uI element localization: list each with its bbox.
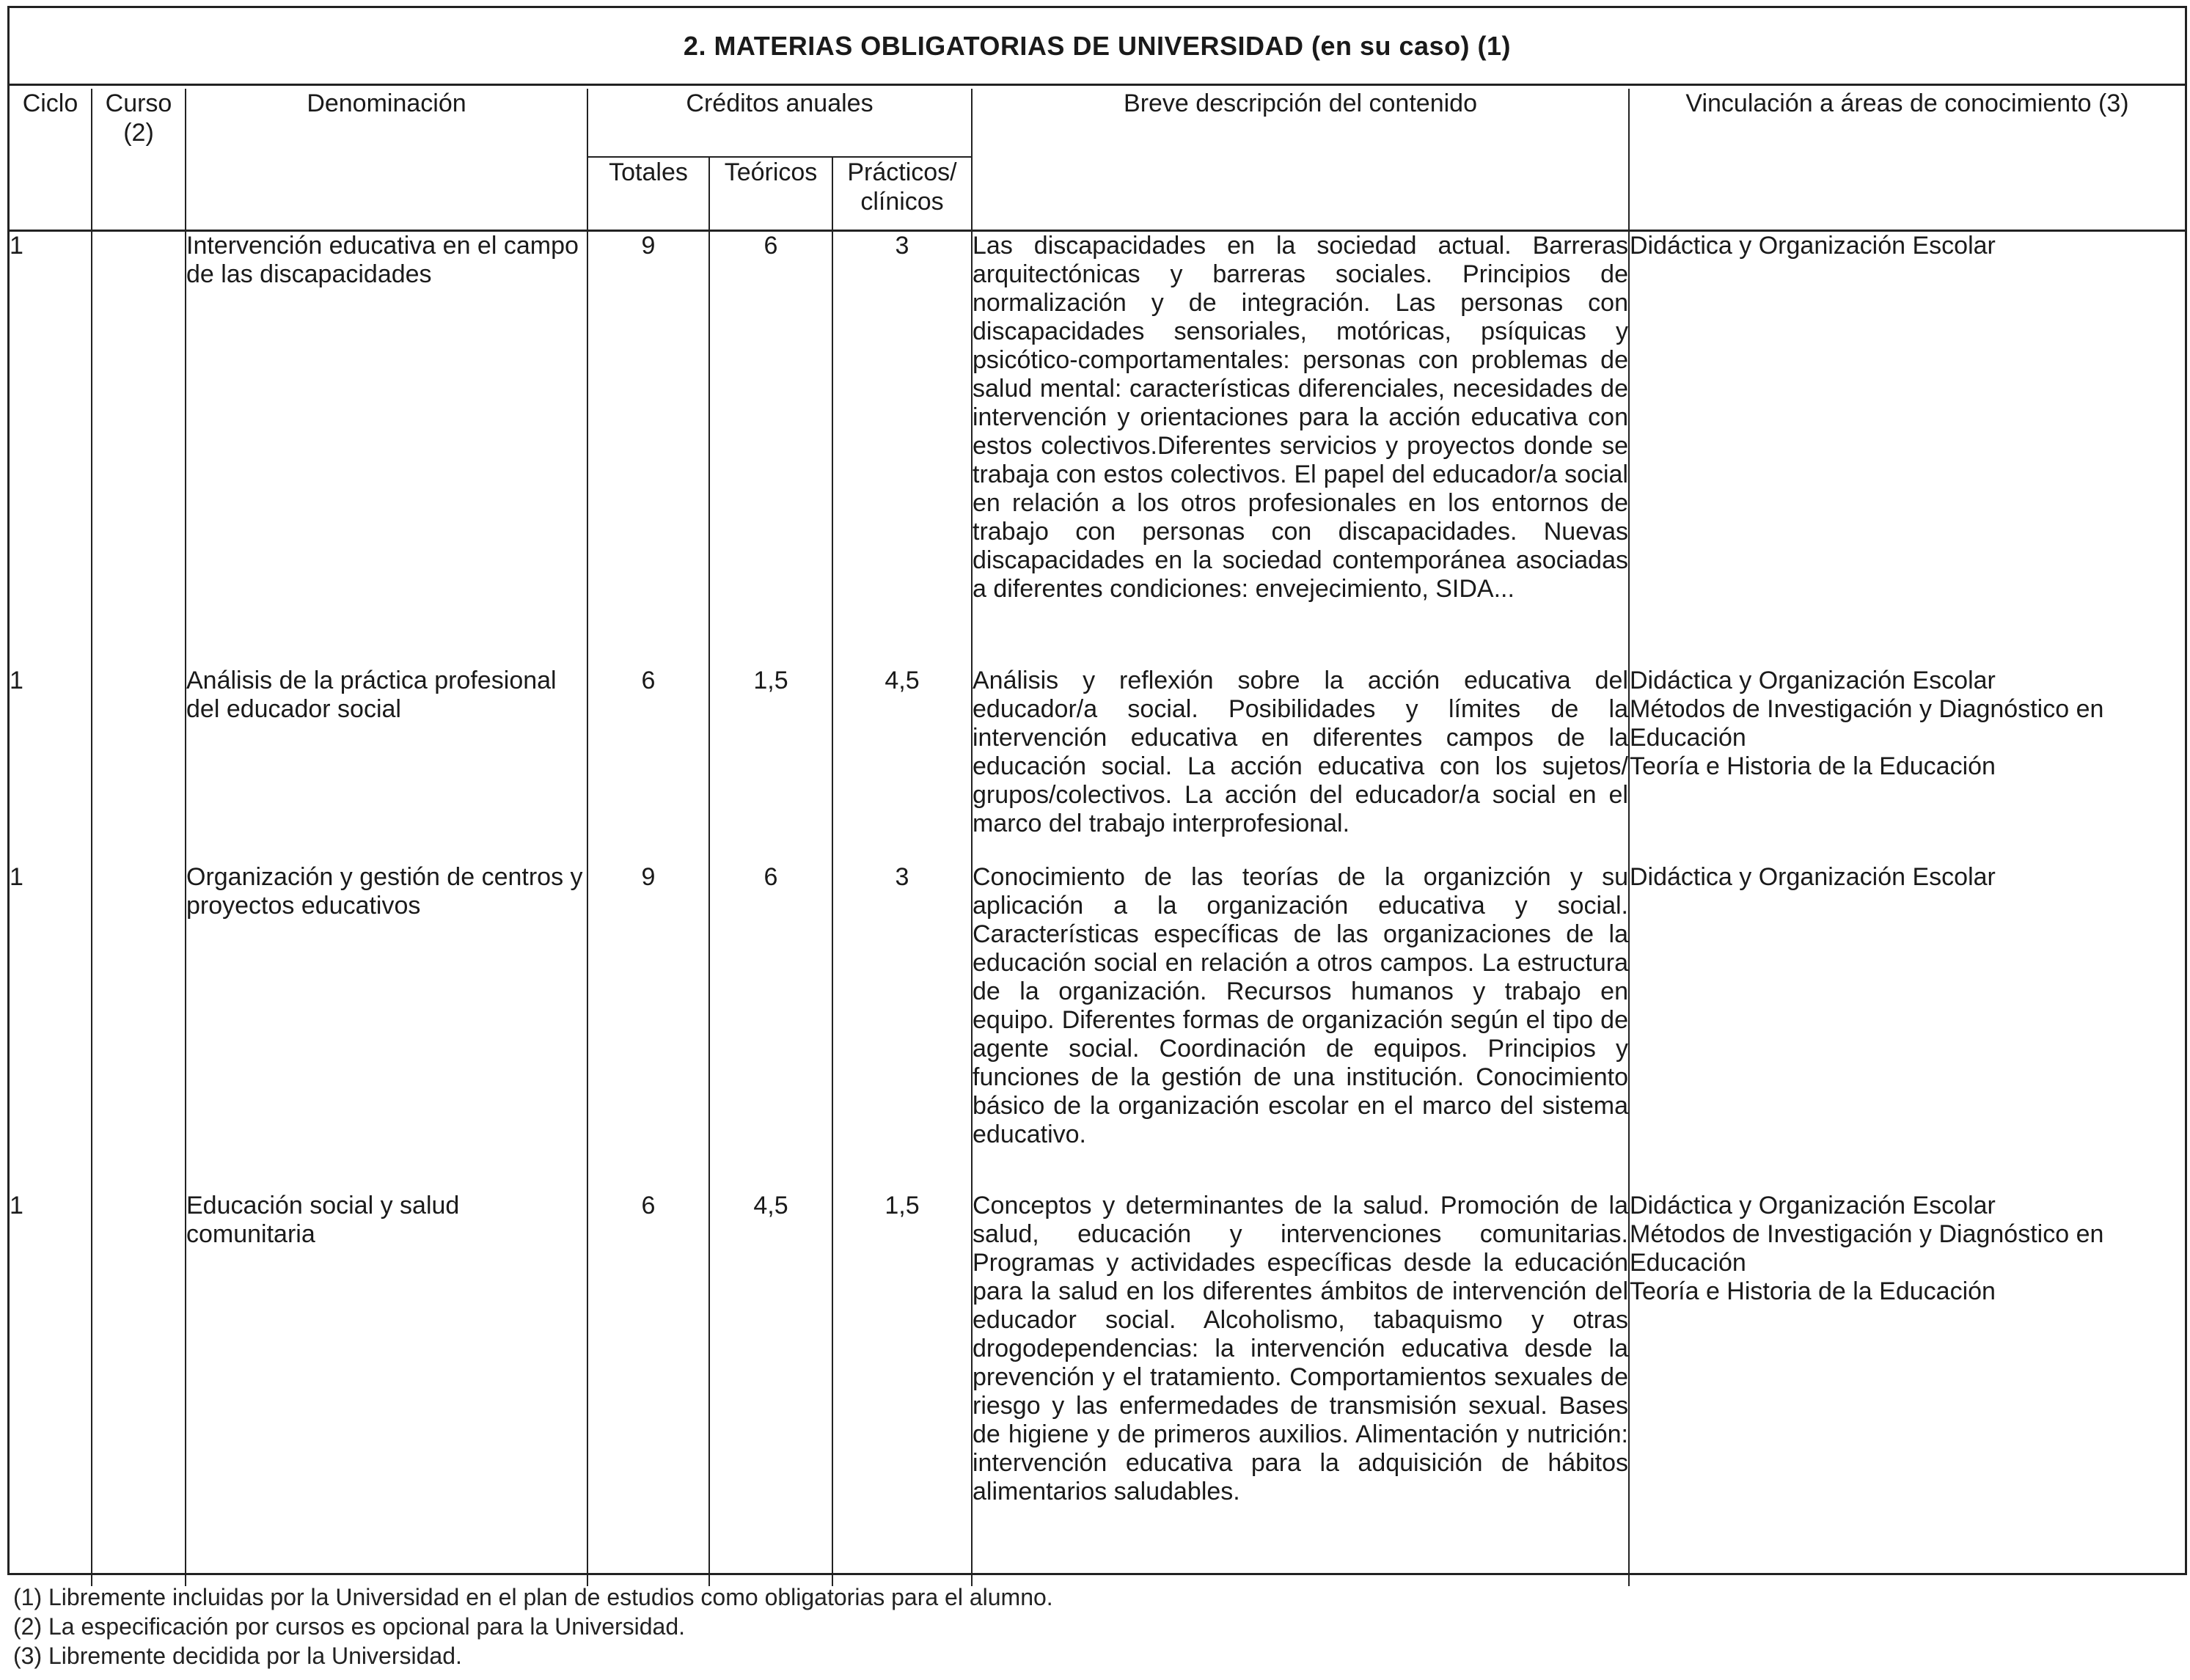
table-header [10,89,2185,231]
header-clinicos-label: clínicos [860,188,944,216]
cell-totales: 9 [587,863,709,1192]
cell-curso [92,231,186,667]
cell-teoricos: 6 [709,231,832,667]
footnote-2: (2) La especificación por cursos es opcional para la Universidad. [13,1613,686,1640]
header-curso [92,89,186,231]
cell-ciclo: 1 [10,231,92,667]
table-row [10,1192,2185,1586]
cell-denominacion: Análisis de la práctica profesional del educador social [186,667,587,863]
cell-descripcion: Las discapacidades en la sociedad actual. Barreras arquitectónicas y barreras sociales. Principios de normalización y de integración. Las personas con discapacidades sensoriales, motóricas, psíquicas y psicótico-comportamentales: personas con problemas de salud mental: características diferenciales, necesidades de intervención y orientaciones para la acción educativa con estos colectivos.Diferentes servicios y proyectos donde se trabaja con estos colectivos. El papel del educador/a social en relación a los otros profesionales en los entornos de trabajo con personas con discapacidades. Nuevas discapacidades en la sociedad contemporánea asociadas a diferentes condiciones: envejecimiento, SIDA... [972,231,1629,667]
header-denominacion: Denominación [186,89,587,231]
area-item: Didáctica y Organización Escolar [1630,862,1996,891]
header-practicos-label: Prácticos/ [847,158,957,186]
cell-practicos: 1,5 [832,1192,972,1586]
area-item: Teoría e Historia de la Educación [1630,1277,1996,1305]
header-vinculacion: Vinculación a áreas de conocimiento (3) [1629,89,2185,231]
cell-areas [1629,863,2185,1192]
cell-ciclo: 1 [10,667,92,863]
footnote-1: (1) Libremente incluidas por la Universidad en el plan de estudios como obligatorias para el alumno. [13,1584,1053,1610]
header-totales: Totales [587,157,709,231]
header-curso-label: Curso [105,89,172,117]
cell-totales: 6 [587,667,709,863]
cell-descripcion: Conceptos y determinantes de la salud. Promoción de la salud, educación y intervenciones comunitarias. Programas y actividades específicas desde la educación para la salud en los diferentes ámbitos de intervención del educador social. Alcoholismo, tabaquismo y otras drogodependencias: la intervención educativa desde la prevención y el tratamiento. Comportamientos sexuales de riesgo y las enfermedades de transmisión sexual. Bases de higiene y de primeros auxilios. Alimentación y nutrición: intervención educativa para la adquisición de hábitos alimentarios saludables. [972,1192,1629,1586]
cell-totales: 6 [587,1192,709,1586]
cell-areas [1629,667,2185,863]
header-teoricos: Teóricos [709,157,832,231]
cell-denominacion: Educación social y salud comunitaria [186,1192,587,1586]
area-item: Didáctica y Organización Escolar [1630,1191,1996,1219]
table-row [10,667,2185,863]
footnote-3: (3) Libremente decidida por la Universidad. [13,1643,462,1669]
title-band [10,8,2185,86]
table-body [10,231,2185,1586]
cell-curso [92,667,186,863]
cell-ciclo: 1 [10,863,92,1192]
header-ciclo: Ciclo [10,89,92,231]
page-title: 2. MATERIAS OBLIGATORIAS DE UNIVERSIDAD (en su caso) (1) [683,30,1512,61]
footnotes [13,1582,1053,1670]
area-item: Didáctica y Organización Escolar [1630,666,1996,694]
cell-practicos: 3 [832,863,972,1192]
cell-practicos: 3 [832,231,972,667]
cell-descripcion: Conocimiento de las teorías de la organizción y su aplicación a la organización educativa y social. Características específicas de las organizaciones de la educación social en relación a otros campos. La estructura de la organización. Recursos humanos y trabajo en equipo. Diferentes formas de organización según el tipo de agente social. Coordinación de equipos. Principios y funciones de la gestión de una institución. Conocimiento básico de la organización escolar en el marco del sistema educativo. [972,863,1629,1192]
cell-totales: 9 [587,231,709,667]
cell-areas [1629,231,2185,667]
header-creditos: Créditos anuales [587,89,972,157]
cell-ciclo: 1 [10,1192,92,1586]
cell-curso [92,1192,186,1586]
table-row [10,863,2185,1192]
cell-teoricos: 4,5 [709,1192,832,1586]
area-item: Teoría e Historia de la Educación [1630,752,1996,780]
header-descripcion: Breve descripción del contenido [972,89,1629,231]
table-frame [7,6,2187,1575]
cell-denominacion: Intervención educativa en el campo de las discapacidades [186,231,587,667]
table-row [10,231,2185,667]
cell-areas [1629,1192,2185,1586]
cell-teoricos: 1,5 [709,667,832,863]
cell-practicos: 4,5 [832,667,972,863]
header-curso-note: (2) [123,119,154,147]
header-practicos [832,157,972,231]
area-item: Métodos de Investigación y Diagnóstico en Educación [1630,1219,2104,1277]
area-item: Métodos de Investigación y Diagnóstico en Educación [1630,694,2104,752]
cell-descripcion: Análisis y reflexión sobre la acción educativa del educador/a social. Posibilidades y límites de la intervención educativa en diferentes campos de la educación social. La acción educativa con los sujetos/ grupos/colectivos. La acción del educador/a social en el marco del trabajo interprofesional. [972,667,1629,863]
area-item: Didáctica y Organización Escolar [1630,232,1996,260]
subjects-table [10,89,2185,1586]
cell-denominacion: Organización y gestión de centros y proyectos educativos [186,863,587,1192]
cell-curso [92,863,186,1192]
cell-teoricos: 6 [709,863,832,1192]
